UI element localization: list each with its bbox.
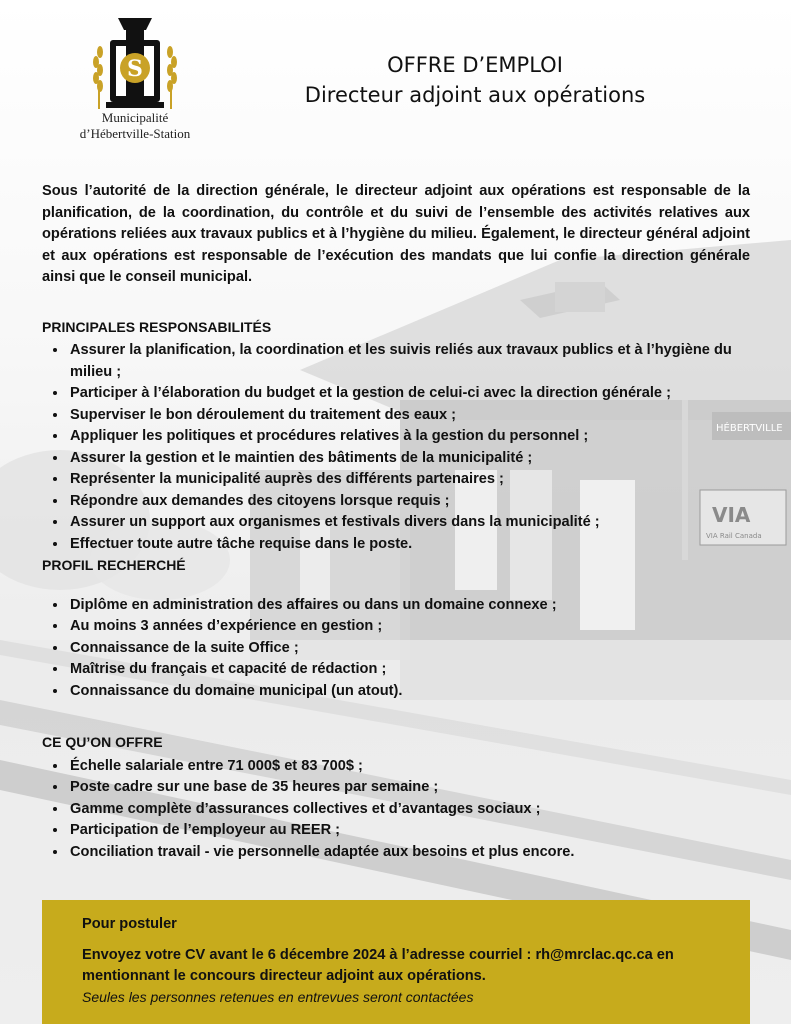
section-title-responsibilities: PRINCIPALES RESPONSABILITÉS [42,318,272,335]
logo-line-1: Municipalité [101,110,169,125]
via-logo: VIA [712,503,751,527]
list-item: • Connaissance du domaine municipal (un atout). [68,681,750,703]
title-line-1: OFFRE D’EMPLOI [387,53,563,77]
svg-text:S: S [127,56,143,82]
section-title-offer: CE QU’ON OFFRE [42,734,163,750]
apply-text: Envoyez votre CV avant le 6 décembre 2024 à l’adresse courriel : rh@mrclac.qc.ca en mentionnant le concours directeur adjoint aux opérations. [82,947,674,984]
list-item: • Effectuer toute autre tâche requise dans le poste. [68,534,750,556]
offer-list [42,756,750,864]
list-item: • Conciliation travail - vie personnelle adaptée aux besoins et plus encore. [68,842,750,864]
logo-caption [45,110,225,142]
station-sign: HÉBERTVILLE [716,423,783,434]
locomotive-emblem-icon [106,18,164,108]
list-item: • Participer à l’élaboration du budget et la gestion de celui-ci avec la direction générale ; [68,383,750,405]
list-item: • Représenter la municipalité auprès des différents partenaires ; [68,469,750,491]
list-item: • Assurer un support aux organismes et festivals divers dans la municipalité ; [68,512,750,534]
list-item: • Superviser le bon déroulement du traitement des eaux ; [68,405,750,427]
job-content [42,181,750,863]
list-item: • Assurer la planification, la coordination et les suivis reliés aux travaux publics et à l’hygiène du milieu ; [68,340,750,383]
page-title [270,50,680,110]
via-rail-canada-text: VIA Rail Canada [706,532,762,540]
list-item: • Maîtrise du français et capacité de rédaction ; [68,659,750,681]
list-item: • Gamme complète d’assurances collectives et d’avantages sociaux ; [68,799,750,821]
title-line-2: Directeur adjoint aux opérations [304,83,646,107]
list-item: • Répondre aux demandes des citoyens lorsque requis ; [68,491,750,513]
list-item: • Échelle salariale entre 71 000$ et 83 700$ ; [68,756,750,778]
section-title-profile: PROFIL RECHERCHÉ [42,557,186,573]
list-item: • Assurer la gestion et le maintien des bâtiments de la municipalité ; [68,448,750,470]
wheat-right-icon [167,46,177,109]
profile-list [42,595,750,703]
wheat-left-icon [93,46,103,109]
apply-heading: Pour postuler [82,916,177,932]
apply-content [82,914,732,1008]
responsibilities-list [42,340,750,555]
list-item: • Appliquer les politiques et procédures relatives à la gestion du personnel ; [68,426,750,448]
list-item: • Participation de l’employeur au REER ; [68,820,750,842]
apply-box [42,900,750,1024]
list-item: • Poste cadre sur une base de 35 heures par semaine ; [68,777,750,799]
list-item: • Diplôme en administration des affaires ou dans un domaine connexe ; [68,595,750,617]
list-item: • Connaissance de la suite Office ; [68,638,750,660]
logo-line-2: d’Hébertville-Station [79,126,191,141]
apply-note: Seules les personnes retenues en entrevues seront contactées [82,989,474,1005]
list-item: • Au moins 3 années d’expérience en gestion ; [68,616,750,638]
intro-paragraph: Sous l’autorité de la direction générale, le directeur adjoint aux opérations est responsable de la planification, de la coordination, du contrôle et du suivi de l’ensemble des activités relatives aux opérations reliées aux travaux publics et à l’hygiène du milieu. Également, le directeur général adjoint et aux opérations est responsable de l’exécution des mandats que lui confie la direction générale ainsi que le conseil municipal. [42,183,750,285]
